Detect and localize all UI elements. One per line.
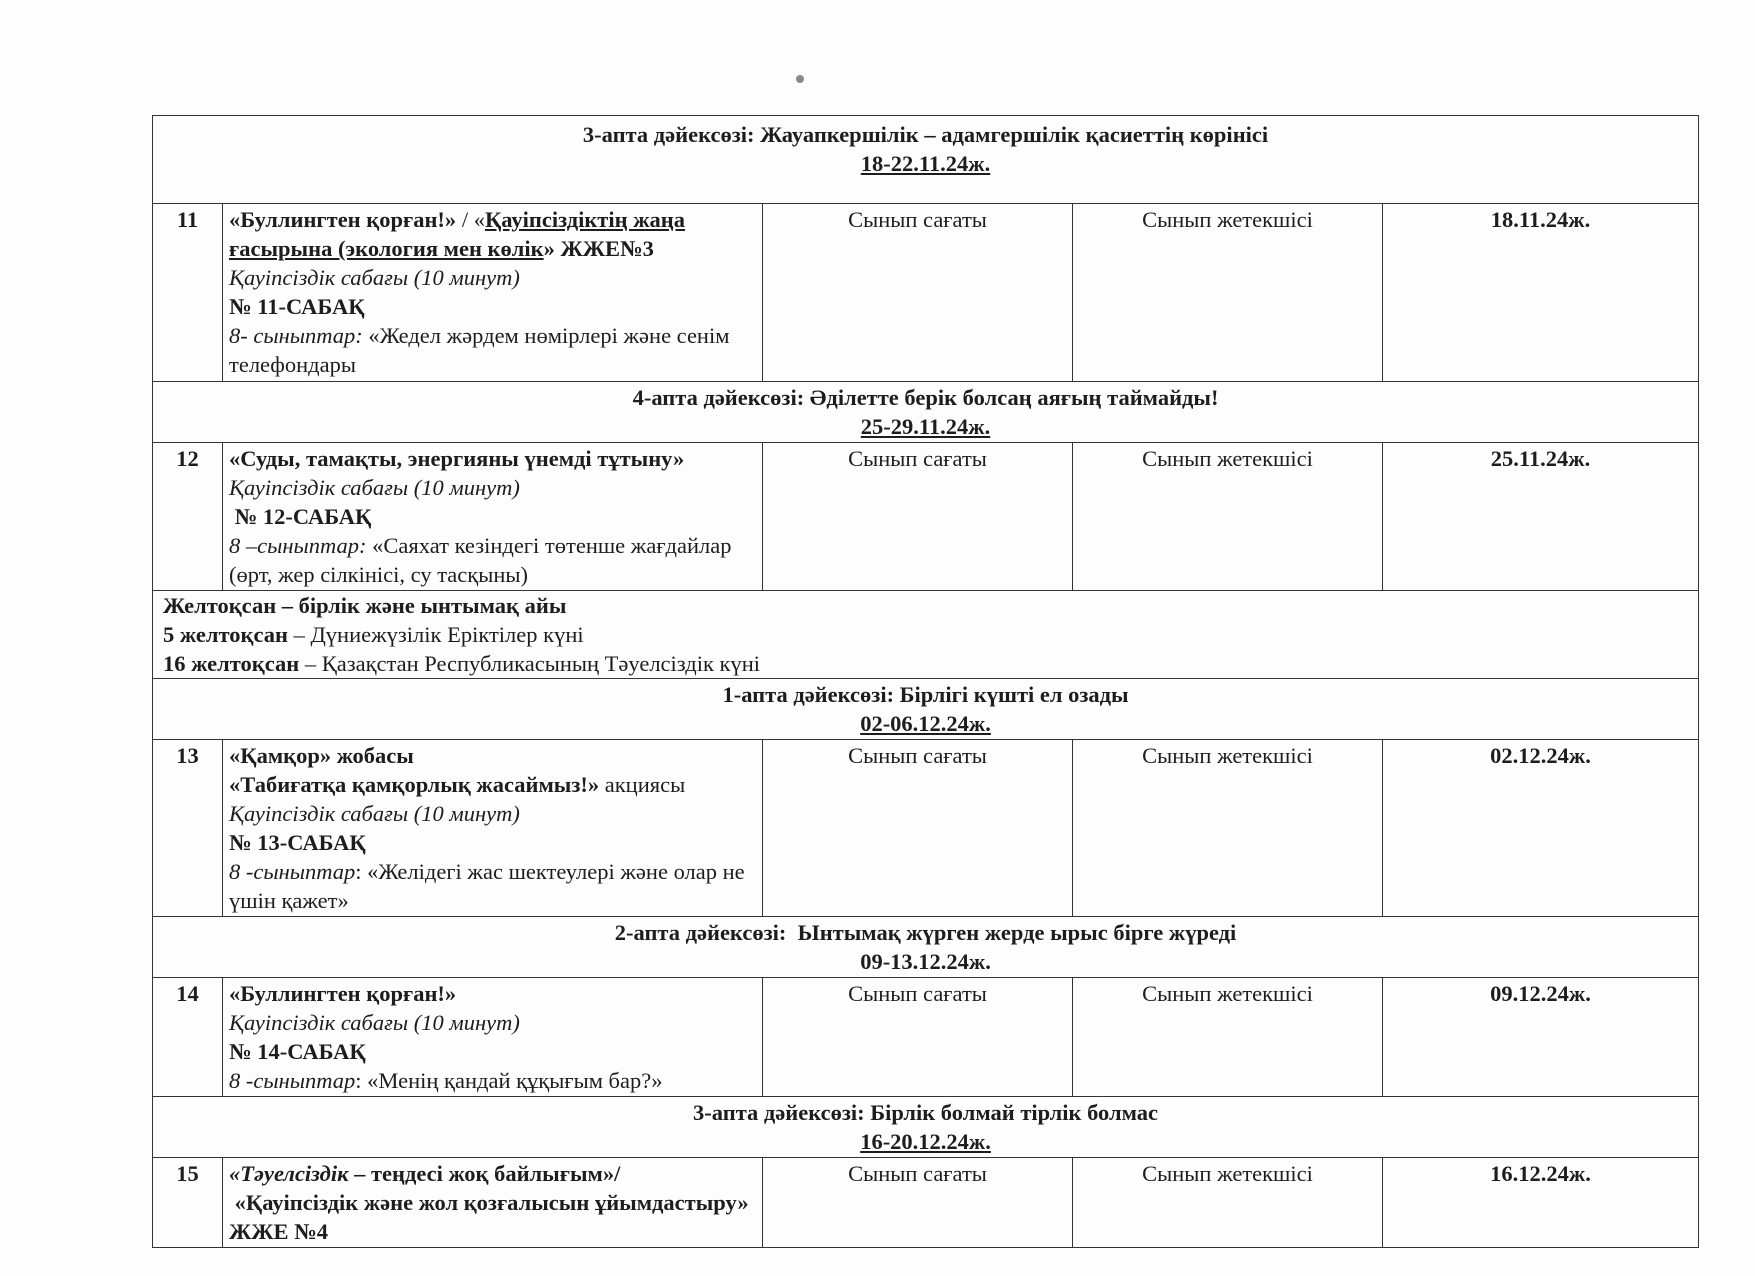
project-title: «Қамқор» жобасы — [229, 743, 414, 768]
week-header — [153, 382, 1699, 443]
week-header-row — [153, 917, 1699, 978]
lesson-topic: «Жедел жәрдем нөмірлері және сенім телефондары — [229, 323, 730, 377]
event-cell — [223, 443, 763, 591]
lesson-number: № 12-САБАҚ — [229, 504, 372, 529]
event-title: «Буллингтен қорған!» — [229, 981, 457, 1006]
table-row — [153, 1158, 1699, 1248]
event-separator: / « — [456, 207, 485, 232]
responsible-cell: Сынып жетекшісі — [1073, 740, 1383, 917]
date-cell: 02.12.24ж. — [1383, 740, 1699, 917]
holiday-date: 5 желтоқсан — [163, 622, 288, 647]
holiday-date: 16 желтоқсан — [163, 651, 300, 676]
event-title-suffix: » ЖЖЕ№3 — [543, 236, 654, 261]
responsible-cell: Сынып жетекшісі — [1073, 978, 1383, 1097]
date-cell: 18.11.24ж. — [1383, 204, 1699, 382]
event-title: «Табиғатқа қамқорлық жасаймыз!» — [229, 772, 600, 797]
event-type: акциясы — [599, 772, 686, 797]
week-header-row — [153, 679, 1699, 740]
event-cell — [223, 204, 763, 382]
event-title-underlined: Қауіпсіздіктің жаңа ғасырына (экология мен көлік — [229, 207, 685, 261]
lesson-number: № 14-САБАҚ — [229, 1039, 366, 1064]
week-quote: 3-апта дәйексөзі: Бірлік болмай тірлік болмас — [693, 1100, 1159, 1125]
month-row — [153, 591, 1699, 679]
lesson-number: № 13-САБАҚ — [229, 830, 366, 855]
row-number: 15 — [153, 1158, 223, 1248]
lesson-topic: : «Желідегі жас шектеулері және олар не үшін қажет» — [229, 859, 745, 913]
responsible-cell: Сынып жетекшісі — [1073, 204, 1383, 382]
form-cell: Сынып сағаты — [763, 204, 1073, 382]
month-title: Желтоқсан – бірлік және ынтымақ айы — [163, 593, 567, 618]
date-cell: 16.12.24ж. — [1383, 1158, 1699, 1248]
holiday-name: – Дүниежүзілік Еріктілер күні — [287, 622, 584, 647]
week-header-row — [153, 116, 1699, 204]
week-header — [153, 1097, 1699, 1158]
lesson-number: № 11-САБАҚ — [229, 294, 365, 319]
safety-lesson-label: Қауіпсіздік сабағы (10 минут) — [229, 1010, 520, 1035]
row-number: 14 — [153, 978, 223, 1097]
week-header — [153, 116, 1699, 204]
grade-label: 8- сыныптар: — [229, 323, 363, 348]
safety-lesson-label: Қауіпсіздік сабағы (10 минут) — [229, 265, 520, 290]
week-header — [153, 917, 1699, 978]
event-subtitle: «Қауіпсіздік және жол қозғалысын ұйымдастыру» ЖЖЕ №4 — [229, 1190, 766, 1244]
grade-label: 8 -сыныптар — [229, 859, 356, 884]
form-cell: Сынып сағаты — [763, 1158, 1073, 1248]
lesson-topic: «Саяхат кезіндегі төтенше жағдайлар (өрт, жер сілкінісі, су тасқыны) — [229, 533, 732, 587]
responsible-cell: Сынып жетекшісі — [1073, 1158, 1383, 1248]
week-dates: 16-20.12.24ж. — [860, 1129, 991, 1154]
event-title: «Буллингтен қорған!» — [229, 207, 457, 232]
week-dates: 09-13.12.24ж. — [860, 949, 991, 974]
holiday-name: – Қазақстан Республикасының Тәуелсіздік күні — [299, 651, 761, 676]
event-cell — [223, 978, 763, 1097]
safety-lesson-label: Қауіпсіздік сабағы (10 минут) — [229, 801, 520, 826]
week-dates: 02-06.12.24ж. — [860, 711, 991, 736]
week-dates: 25-29.11.24ж. — [860, 414, 991, 439]
table-row — [153, 740, 1699, 917]
row-number: 13 — [153, 740, 223, 917]
form-cell: Сынып сағаты — [763, 443, 1073, 591]
week-quote: 4-апта дәйексөзі: Әділетте берік болсаң аяғың таймайды! — [632, 385, 1219, 410]
grade-label: 8 –сыныптар: — [229, 533, 367, 558]
week-dates: 18-22.11.24ж. — [860, 151, 991, 176]
week-quote: 3-апта дәйексөзі: Жауапкершілік – адамгершілік қасиеттің көрінісі — [582, 122, 1269, 147]
events-table — [152, 115, 1699, 1248]
safety-lesson-label: Қауіпсіздік сабағы (10 минут) — [229, 475, 520, 500]
date-cell: 25.11.24ж. — [1383, 443, 1699, 591]
scan-speck — [796, 75, 804, 83]
event-cell — [223, 1158, 766, 1248]
week-header-row — [153, 1097, 1699, 1158]
week-header-row — [153, 382, 1699, 443]
form-cell: Сынып сағаты — [763, 978, 1073, 1097]
table-row — [153, 443, 1699, 591]
table-row — [153, 204, 1699, 382]
lesson-topic: : «Менің қандай құқығым бар?» — [355, 1068, 663, 1093]
event-title: – теңдесі жоқ байлығым»/ — [348, 1161, 621, 1186]
date-cell: 09.12.24ж. — [1383, 978, 1699, 1097]
row-number: 11 — [153, 204, 223, 382]
row-number: 12 — [153, 443, 223, 591]
week-quote: 2-апта дәйексөзі: Ынтымақ жүрген жерде ырыс бірге жүреді — [614, 920, 1237, 945]
table-row — [153, 978, 1699, 1097]
event-cell — [223, 740, 763, 917]
week-quote: 1-апта дәйексөзі: Бірлігі күшті ел озады — [722, 682, 1129, 707]
form-cell: Сынып сағаты — [763, 740, 1073, 917]
event-title: «Суды, тамақты, энергияны үнемді тұтыну» — [229, 446, 685, 471]
grade-label: 8 -сыныптар — [229, 1068, 356, 1093]
event-title-italic: «Тәуелсіздік — [229, 1161, 349, 1186]
responsible-cell: Сынып жетекшісі — [1073, 443, 1383, 591]
week-header — [153, 679, 1699, 740]
month-info — [153, 591, 1699, 679]
